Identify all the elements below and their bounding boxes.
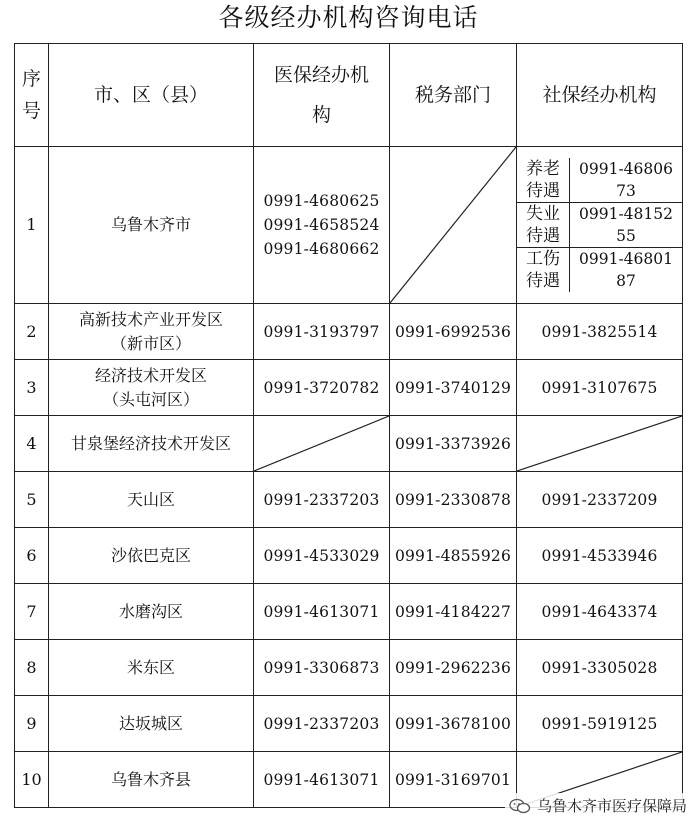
social-cell: 0991-4533946 — [517, 528, 683, 584]
social-phone: 0991-46801 87 — [579, 250, 673, 290]
social-subtable — [517, 158, 682, 292]
seq-cell: 1 — [15, 147, 49, 304]
social-subrow — [517, 203, 682, 248]
region-cell: 乌鲁木齐市 — [49, 147, 254, 304]
seq-cell: 10 — [15, 752, 49, 808]
tax-cell: 0991-3373926 — [390, 416, 517, 472]
source-watermark — [505, 793, 691, 818]
contact-table — [14, 43, 683, 808]
social-cell: 0991-3825514 — [517, 304, 683, 360]
tax-cell: 0991-2962236 — [390, 640, 517, 696]
diagonal-slash — [390, 147, 516, 303]
header-region: 市、区（县） — [49, 44, 254, 147]
social-subrow — [517, 248, 682, 293]
table-row — [15, 304, 683, 360]
social-cell: 0991-5919125 — [517, 696, 683, 752]
seq-cell: 8 — [15, 640, 49, 696]
table-row — [15, 147, 683, 304]
seq-cell: 9 — [15, 696, 49, 752]
social-label: 失业 待遇 — [517, 203, 570, 248]
diagonal-slash — [254, 416, 389, 471]
social-label: 工伤 待遇 — [517, 248, 570, 293]
social-phone: 0991-46806 73 — [570, 158, 683, 203]
seq-cell: 2 — [15, 304, 49, 360]
header-tax: 税务部门 — [390, 44, 517, 147]
region-cell: 乌鲁木齐县 — [49, 752, 254, 808]
table-row — [15, 696, 683, 752]
watermark-text: 乌鲁木齐市医疗保障局 — [536, 797, 687, 815]
diagonal-slash — [517, 416, 682, 471]
seq-cell: 4 — [15, 416, 49, 472]
tax-cell: 0991-3678100 — [390, 696, 517, 752]
table-row — [15, 584, 683, 640]
medical-cell: 0991-3720782 — [254, 360, 390, 416]
social-cell: 0991-3107675 — [517, 360, 683, 416]
wechat-icon — [509, 798, 531, 814]
seq-cell: 6 — [15, 528, 49, 584]
medical-cell: 0991-4533029 — [254, 528, 390, 584]
region-cell: 沙依巴克区 — [49, 528, 254, 584]
social-cell: 0991-2337209 — [517, 472, 683, 528]
social-cell: 0991-4643374 — [517, 584, 683, 640]
region-cell: 水磨沟区 — [49, 584, 254, 640]
seq-cell: 5 — [15, 472, 49, 528]
seq-cell: 7 — [15, 584, 49, 640]
table-row — [15, 472, 683, 528]
tax-cell: 0991-4855926 — [390, 528, 517, 584]
tax-cell: 0991-3169701 — [390, 752, 517, 808]
medical-cell: 0991-3306873 — [254, 640, 390, 696]
tax-cell: 0991-2330878 — [390, 472, 517, 528]
tax-cell: 0991-4184227 — [390, 584, 517, 640]
seq-cell: 3 — [15, 360, 49, 416]
social-phone: 0991-48152 55 — [570, 203, 683, 248]
page-title: 各级经办机构咨询电话 — [218, 3, 479, 32]
table-row — [15, 360, 683, 416]
region-cell: 甘泉堡经济技术开发区 — [49, 416, 254, 472]
tax-cell: 0991-3740129 — [390, 360, 517, 416]
table-row — [15, 528, 683, 584]
header-medical: 医保经办机 构 — [254, 44, 390, 147]
region-cell: 米东区 — [49, 640, 254, 696]
social-label: 养老 待遇 — [517, 158, 570, 203]
table-row — [15, 416, 683, 472]
medical-cell-empty — [254, 416, 390, 472]
medical-cell: 0991-4680625 0991-4658524 0991-4680662 — [254, 147, 390, 304]
header-seq: 序 号 — [15, 44, 49, 147]
tax-cell-empty — [390, 147, 517, 304]
region-cell: 达坂城区 — [49, 696, 254, 752]
medical-cell: 0991-3193797 — [254, 304, 390, 360]
medical-cell: 0991-2337203 — [254, 696, 390, 752]
tax-cell: 0991-6992536 — [390, 304, 517, 360]
social-cell-empty — [517, 416, 683, 472]
table-row — [15, 640, 683, 696]
medical-cell: 0991-2337203 — [254, 472, 390, 528]
medical-cell: 0991-4613071 — [254, 752, 390, 808]
region-cell: 经济技术开发区 （头屯河区） — [49, 360, 254, 416]
header-social: 社保经办机构 — [517, 44, 683, 147]
social-subrow — [517, 158, 682, 203]
social-cell-split — [517, 147, 683, 304]
social-cell: 0991-3305028 — [517, 640, 683, 696]
medical-cell: 0991-4613071 — [254, 584, 390, 640]
header-row — [15, 44, 683, 147]
region-cell: 天山区 — [49, 472, 254, 528]
region-cell: 高新技术产业开发区 （新市区） — [49, 304, 254, 360]
